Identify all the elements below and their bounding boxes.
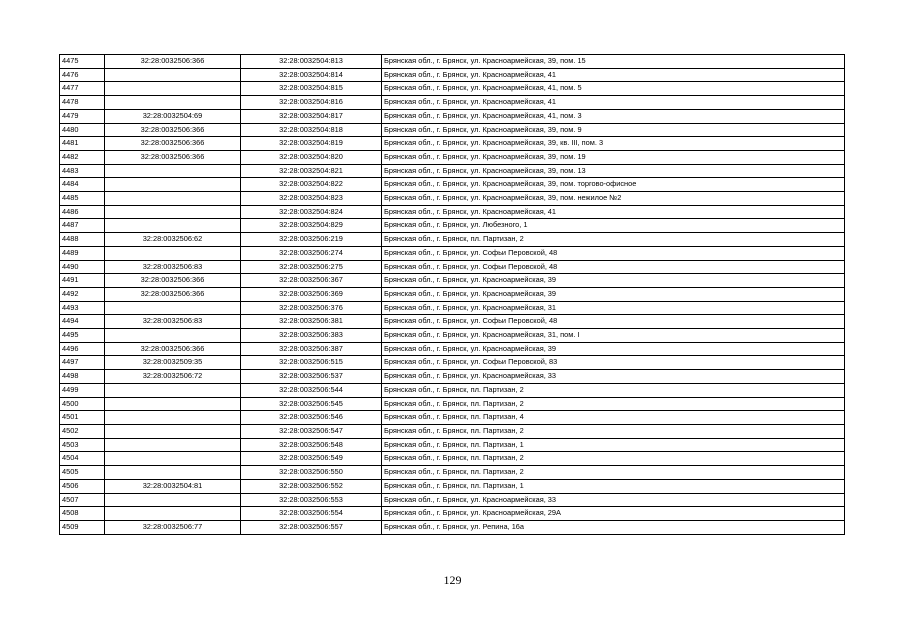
parent-cadastral-number-cell <box>105 411 241 425</box>
row-number-cell: 4485 <box>60 192 105 206</box>
registry-table-body <box>60 55 845 535</box>
address-cell: Брянская обл., г. Брянск, ул. Красноармейская, 39, кв. III, пом. 3 <box>382 137 845 151</box>
parent-cadastral-number-cell: 32:28:0032506:366 <box>105 287 241 301</box>
table-row <box>60 260 845 274</box>
cadastral-number-cell: 32:28:0032504:820 <box>241 150 382 164</box>
parent-cadastral-number-cell <box>105 438 241 452</box>
address-cell: Брянская обл., г. Брянск, пл. Партизан, 4 <box>382 411 845 425</box>
table-row <box>60 411 845 425</box>
table-row <box>60 123 845 137</box>
table-row <box>60 452 845 466</box>
table-row <box>60 68 845 82</box>
cadastral-number-cell: 32:28:0032506:545 <box>241 397 382 411</box>
address-cell: Брянская обл., г. Брянск, ул. Любезного, 1 <box>382 219 845 233</box>
parent-cadastral-number-cell <box>105 82 241 96</box>
address-cell: Брянская обл., г. Брянск, ул. Красноармейская, 41, пом. 5 <box>382 82 845 96</box>
table-row <box>60 150 845 164</box>
parent-cadastral-number-cell: 32:28:0032506:366 <box>105 342 241 356</box>
row-number-cell: 4483 <box>60 164 105 178</box>
address-cell: Брянская обл., г. Брянск, ул. Софьи Перовской, 83 <box>382 356 845 370</box>
parent-cadastral-number-cell <box>105 397 241 411</box>
row-number-cell: 4482 <box>60 150 105 164</box>
address-cell: Брянская обл., г. Брянск, пл. Партизан, 2 <box>382 397 845 411</box>
table-row <box>60 55 845 69</box>
cadastral-number-cell: 32:28:0032506:369 <box>241 287 382 301</box>
address-cell: Брянская обл., г. Брянск, ул. Софьи Перовской, 48 <box>382 315 845 329</box>
parent-cadastral-number-cell <box>105 219 241 233</box>
address-cell: Брянская обл., г. Брянск, ул. Красноармейская, 39 <box>382 342 845 356</box>
cadastral-number-cell: 32:28:0032506:549 <box>241 452 382 466</box>
parent-cadastral-number-cell <box>105 68 241 82</box>
row-number-cell: 4481 <box>60 137 105 151</box>
table-row <box>60 205 845 219</box>
address-cell: Брянская обл., г. Брянск, пл. Партизан, 2 <box>382 424 845 438</box>
cadastral-number-cell: 32:28:0032504:823 <box>241 192 382 206</box>
address-cell: Брянская обл., г. Брянск, ул. Красноармейская, 39, пом. 13 <box>382 164 845 178</box>
parent-cadastral-number-cell: 32:28:0032506:77 <box>105 520 241 534</box>
row-number-cell: 4484 <box>60 178 105 192</box>
address-cell: Брянская обл., г. Брянск, ул. Красноармейская, 31 <box>382 301 845 315</box>
cadastral-number-cell: 32:28:0032504:816 <box>241 96 382 110</box>
parent-cadastral-number-cell <box>105 205 241 219</box>
table-row <box>60 109 845 123</box>
row-number-cell: 4492 <box>60 287 105 301</box>
cadastral-number-cell: 32:28:0032504:819 <box>241 137 382 151</box>
row-number-cell: 4494 <box>60 315 105 329</box>
row-number-cell: 4497 <box>60 356 105 370</box>
parent-cadastral-number-cell <box>105 424 241 438</box>
parent-cadastral-number-cell: 32:28:0032504:69 <box>105 109 241 123</box>
cadastral-number-cell: 32:28:0032506:219 <box>241 233 382 247</box>
cadastral-number-cell: 32:28:0032506:381 <box>241 315 382 329</box>
table-row <box>60 274 845 288</box>
row-number-cell: 4487 <box>60 219 105 233</box>
address-cell: Брянская обл., г. Брянск, ул. Красноармейская, 39, пом. нежилое №2 <box>382 192 845 206</box>
table-row <box>60 178 845 192</box>
table-row <box>60 82 845 96</box>
table-row <box>60 246 845 260</box>
cadastral-number-cell: 32:28:0032506:515 <box>241 356 382 370</box>
row-number-cell: 4476 <box>60 68 105 82</box>
parent-cadastral-number-cell: 32:28:0032504:81 <box>105 479 241 493</box>
table-row <box>60 493 845 507</box>
row-number-cell: 4504 <box>60 452 105 466</box>
parent-cadastral-number-cell <box>105 329 241 343</box>
address-cell: Брянская обл., г. Брянск, пл. Партизан, 2 <box>382 452 845 466</box>
parent-cadastral-number-cell: 32:28:0032506:366 <box>105 137 241 151</box>
address-cell: Брянская обл., г. Брянск, пл. Партизан, 1 <box>382 479 845 493</box>
row-number-cell: 4495 <box>60 329 105 343</box>
cadastral-number-cell: 32:28:0032506:557 <box>241 520 382 534</box>
table-row <box>60 219 845 233</box>
address-cell: Брянская обл., г. Брянск, ул. Красноармейская, 41, пом. 3 <box>382 109 845 123</box>
parent-cadastral-number-cell: 32:28:0032506:366 <box>105 55 241 69</box>
parent-cadastral-number-cell <box>105 493 241 507</box>
row-number-cell: 4486 <box>60 205 105 219</box>
cadastral-number-cell: 32:28:0032504:814 <box>241 68 382 82</box>
address-cell: Брянская обл., г. Брянск, ул. Красноармейская, 33 <box>382 370 845 384</box>
parent-cadastral-number-cell: 32:28:0032509:35 <box>105 356 241 370</box>
parent-cadastral-number-cell <box>105 383 241 397</box>
row-number-cell: 4480 <box>60 123 105 137</box>
address-cell: Брянская обл., г. Брянск, пл. Партизан, 2 <box>382 383 845 397</box>
address-cell: Брянская обл., г. Брянск, ул. Красноармейская, 41 <box>382 205 845 219</box>
cadastral-number-cell: 32:28:0032506:554 <box>241 507 382 521</box>
address-cell: Брянская обл., г. Брянск, ул. Красноармейская, 41 <box>382 68 845 82</box>
cadastral-number-cell: 32:28:0032506:552 <box>241 479 382 493</box>
address-cell: Брянская обл., г. Брянск, пл. Партизан, 2 <box>382 466 845 480</box>
table-row <box>60 397 845 411</box>
row-number-cell: 4506 <box>60 479 105 493</box>
row-number-cell: 4501 <box>60 411 105 425</box>
address-cell: Брянская обл., г. Брянск, ул. Красноармейская, 31, пом. I <box>382 329 845 343</box>
parent-cadastral-number-cell <box>105 466 241 480</box>
table-row <box>60 424 845 438</box>
row-number-cell: 4503 <box>60 438 105 452</box>
row-number-cell: 4493 <box>60 301 105 315</box>
table-row <box>60 520 845 534</box>
parent-cadastral-number-cell <box>105 301 241 315</box>
cadastral-number-cell: 32:28:0032504:818 <box>241 123 382 137</box>
table-row <box>60 315 845 329</box>
address-cell: Брянская обл., г. Брянск, пл. Партизан, 1 <box>382 438 845 452</box>
parent-cadastral-number-cell <box>105 246 241 260</box>
table-row <box>60 329 845 343</box>
table-row <box>60 438 845 452</box>
cadastral-number-cell: 32:28:0032506:547 <box>241 424 382 438</box>
row-number-cell: 4491 <box>60 274 105 288</box>
parent-cadastral-number-cell: 32:28:0032506:366 <box>105 274 241 288</box>
row-number-cell: 4475 <box>60 55 105 69</box>
table-row <box>60 301 845 315</box>
parent-cadastral-number-cell: 32:28:0032506:83 <box>105 315 241 329</box>
cadastral-number-cell: 32:28:0032506:544 <box>241 383 382 397</box>
parent-cadastral-number-cell: 32:28:0032506:62 <box>105 233 241 247</box>
parent-cadastral-number-cell <box>105 178 241 192</box>
parent-cadastral-number-cell: 32:28:0032506:366 <box>105 123 241 137</box>
table-row <box>60 96 845 110</box>
table-row <box>60 383 845 397</box>
row-number-cell: 4479 <box>60 109 105 123</box>
row-number-cell: 4478 <box>60 96 105 110</box>
row-number-cell: 4489 <box>60 246 105 260</box>
cadastral-number-cell: 32:28:0032506:537 <box>241 370 382 384</box>
cadastral-number-cell: 32:28:0032506:387 <box>241 342 382 356</box>
row-number-cell: 4488 <box>60 233 105 247</box>
parent-cadastral-number-cell <box>105 452 241 466</box>
cadastral-number-cell: 32:28:0032504:829 <box>241 219 382 233</box>
address-cell: Брянская обл., г. Брянск, ул. Красноармейская, 39, пом. 15 <box>382 55 845 69</box>
row-number-cell: 4477 <box>60 82 105 96</box>
table-row <box>60 507 845 521</box>
address-cell: Брянская обл., г. Брянск, ул. Красноармейская, 39 <box>382 287 845 301</box>
cadastral-number-cell: 32:28:0032504:817 <box>241 109 382 123</box>
cadastral-number-cell: 32:28:0032506:383 <box>241 329 382 343</box>
cadastral-number-cell: 32:28:0032504:813 <box>241 55 382 69</box>
cadastral-number-cell: 32:28:0032506:548 <box>241 438 382 452</box>
table-row <box>60 466 845 480</box>
cadastral-number-cell: 32:28:0032506:550 <box>241 466 382 480</box>
address-cell: Брянская обл., г. Брянск, пл. Партизан, 2 <box>382 233 845 247</box>
address-cell: Брянская обл., г. Брянск, ул. Репина, 16а <box>382 520 845 534</box>
table-row <box>60 192 845 206</box>
table-row <box>60 370 845 384</box>
row-number-cell: 4496 <box>60 342 105 356</box>
address-cell: Брянская обл., г. Брянск, ул. Софьи Перовской, 48 <box>382 246 845 260</box>
row-number-cell: 4507 <box>60 493 105 507</box>
cadastral-number-cell: 32:28:0032506:367 <box>241 274 382 288</box>
table-row <box>60 233 845 247</box>
table-row <box>60 356 845 370</box>
registry-table <box>59 54 845 535</box>
parent-cadastral-number-cell <box>105 507 241 521</box>
parent-cadastral-number-cell: 32:28:0032506:83 <box>105 260 241 274</box>
address-cell: Брянская обл., г. Брянск, ул. Красноармейская, 29А <box>382 507 845 521</box>
row-number-cell: 4508 <box>60 507 105 521</box>
parent-cadastral-number-cell <box>105 192 241 206</box>
address-cell: Брянская обл., г. Брянск, ул. Красноармейская, 41 <box>382 96 845 110</box>
address-cell: Брянская обл., г. Брянск, ул. Красноармейская, 39, пом. торгово-офисное <box>382 178 845 192</box>
table-row <box>60 287 845 301</box>
cadastral-number-cell: 32:28:0032504:824 <box>241 205 382 219</box>
table-row <box>60 164 845 178</box>
row-number-cell: 4498 <box>60 370 105 384</box>
cadastral-number-cell: 32:28:0032504:821 <box>241 164 382 178</box>
row-number-cell: 4505 <box>60 466 105 480</box>
cadastral-number-cell: 32:28:0032506:275 <box>241 260 382 274</box>
row-number-cell: 4502 <box>60 424 105 438</box>
cadastral-number-cell: 32:28:0032506:274 <box>241 246 382 260</box>
table-row <box>60 137 845 151</box>
cadastral-number-cell: 32:28:0032506:376 <box>241 301 382 315</box>
table-row <box>60 342 845 356</box>
parent-cadastral-number-cell: 32:28:0032506:72 <box>105 370 241 384</box>
row-number-cell: 4509 <box>60 520 105 534</box>
parent-cadastral-number-cell: 32:28:0032506:366 <box>105 150 241 164</box>
row-number-cell: 4500 <box>60 397 105 411</box>
cadastral-number-cell: 32:28:0032504:822 <box>241 178 382 192</box>
address-cell: Брянская обл., г. Брянск, ул. Софьи Перовской, 48 <box>382 260 845 274</box>
page-number: 129 <box>443 573 462 587</box>
address-cell: Брянская обл., г. Брянск, ул. Красноармейская, 39, пом. 19 <box>382 150 845 164</box>
cadastral-number-cell: 32:28:0032506:553 <box>241 493 382 507</box>
parent-cadastral-number-cell <box>105 164 241 178</box>
address-cell: Брянская обл., г. Брянск, ул. Красноармейская, 39 <box>382 274 845 288</box>
row-number-cell: 4490 <box>60 260 105 274</box>
table-row <box>60 479 845 493</box>
address-cell: Брянская обл., г. Брянск, ул. Красноармейская, 39, пом. 9 <box>382 123 845 137</box>
cadastral-number-cell: 32:28:0032506:546 <box>241 411 382 425</box>
cadastral-number-cell: 32:28:0032504:815 <box>241 82 382 96</box>
row-number-cell: 4499 <box>60 383 105 397</box>
parent-cadastral-number-cell <box>105 96 241 110</box>
address-cell: Брянская обл., г. Брянск, ул. Красноармейская, 33 <box>382 493 845 507</box>
